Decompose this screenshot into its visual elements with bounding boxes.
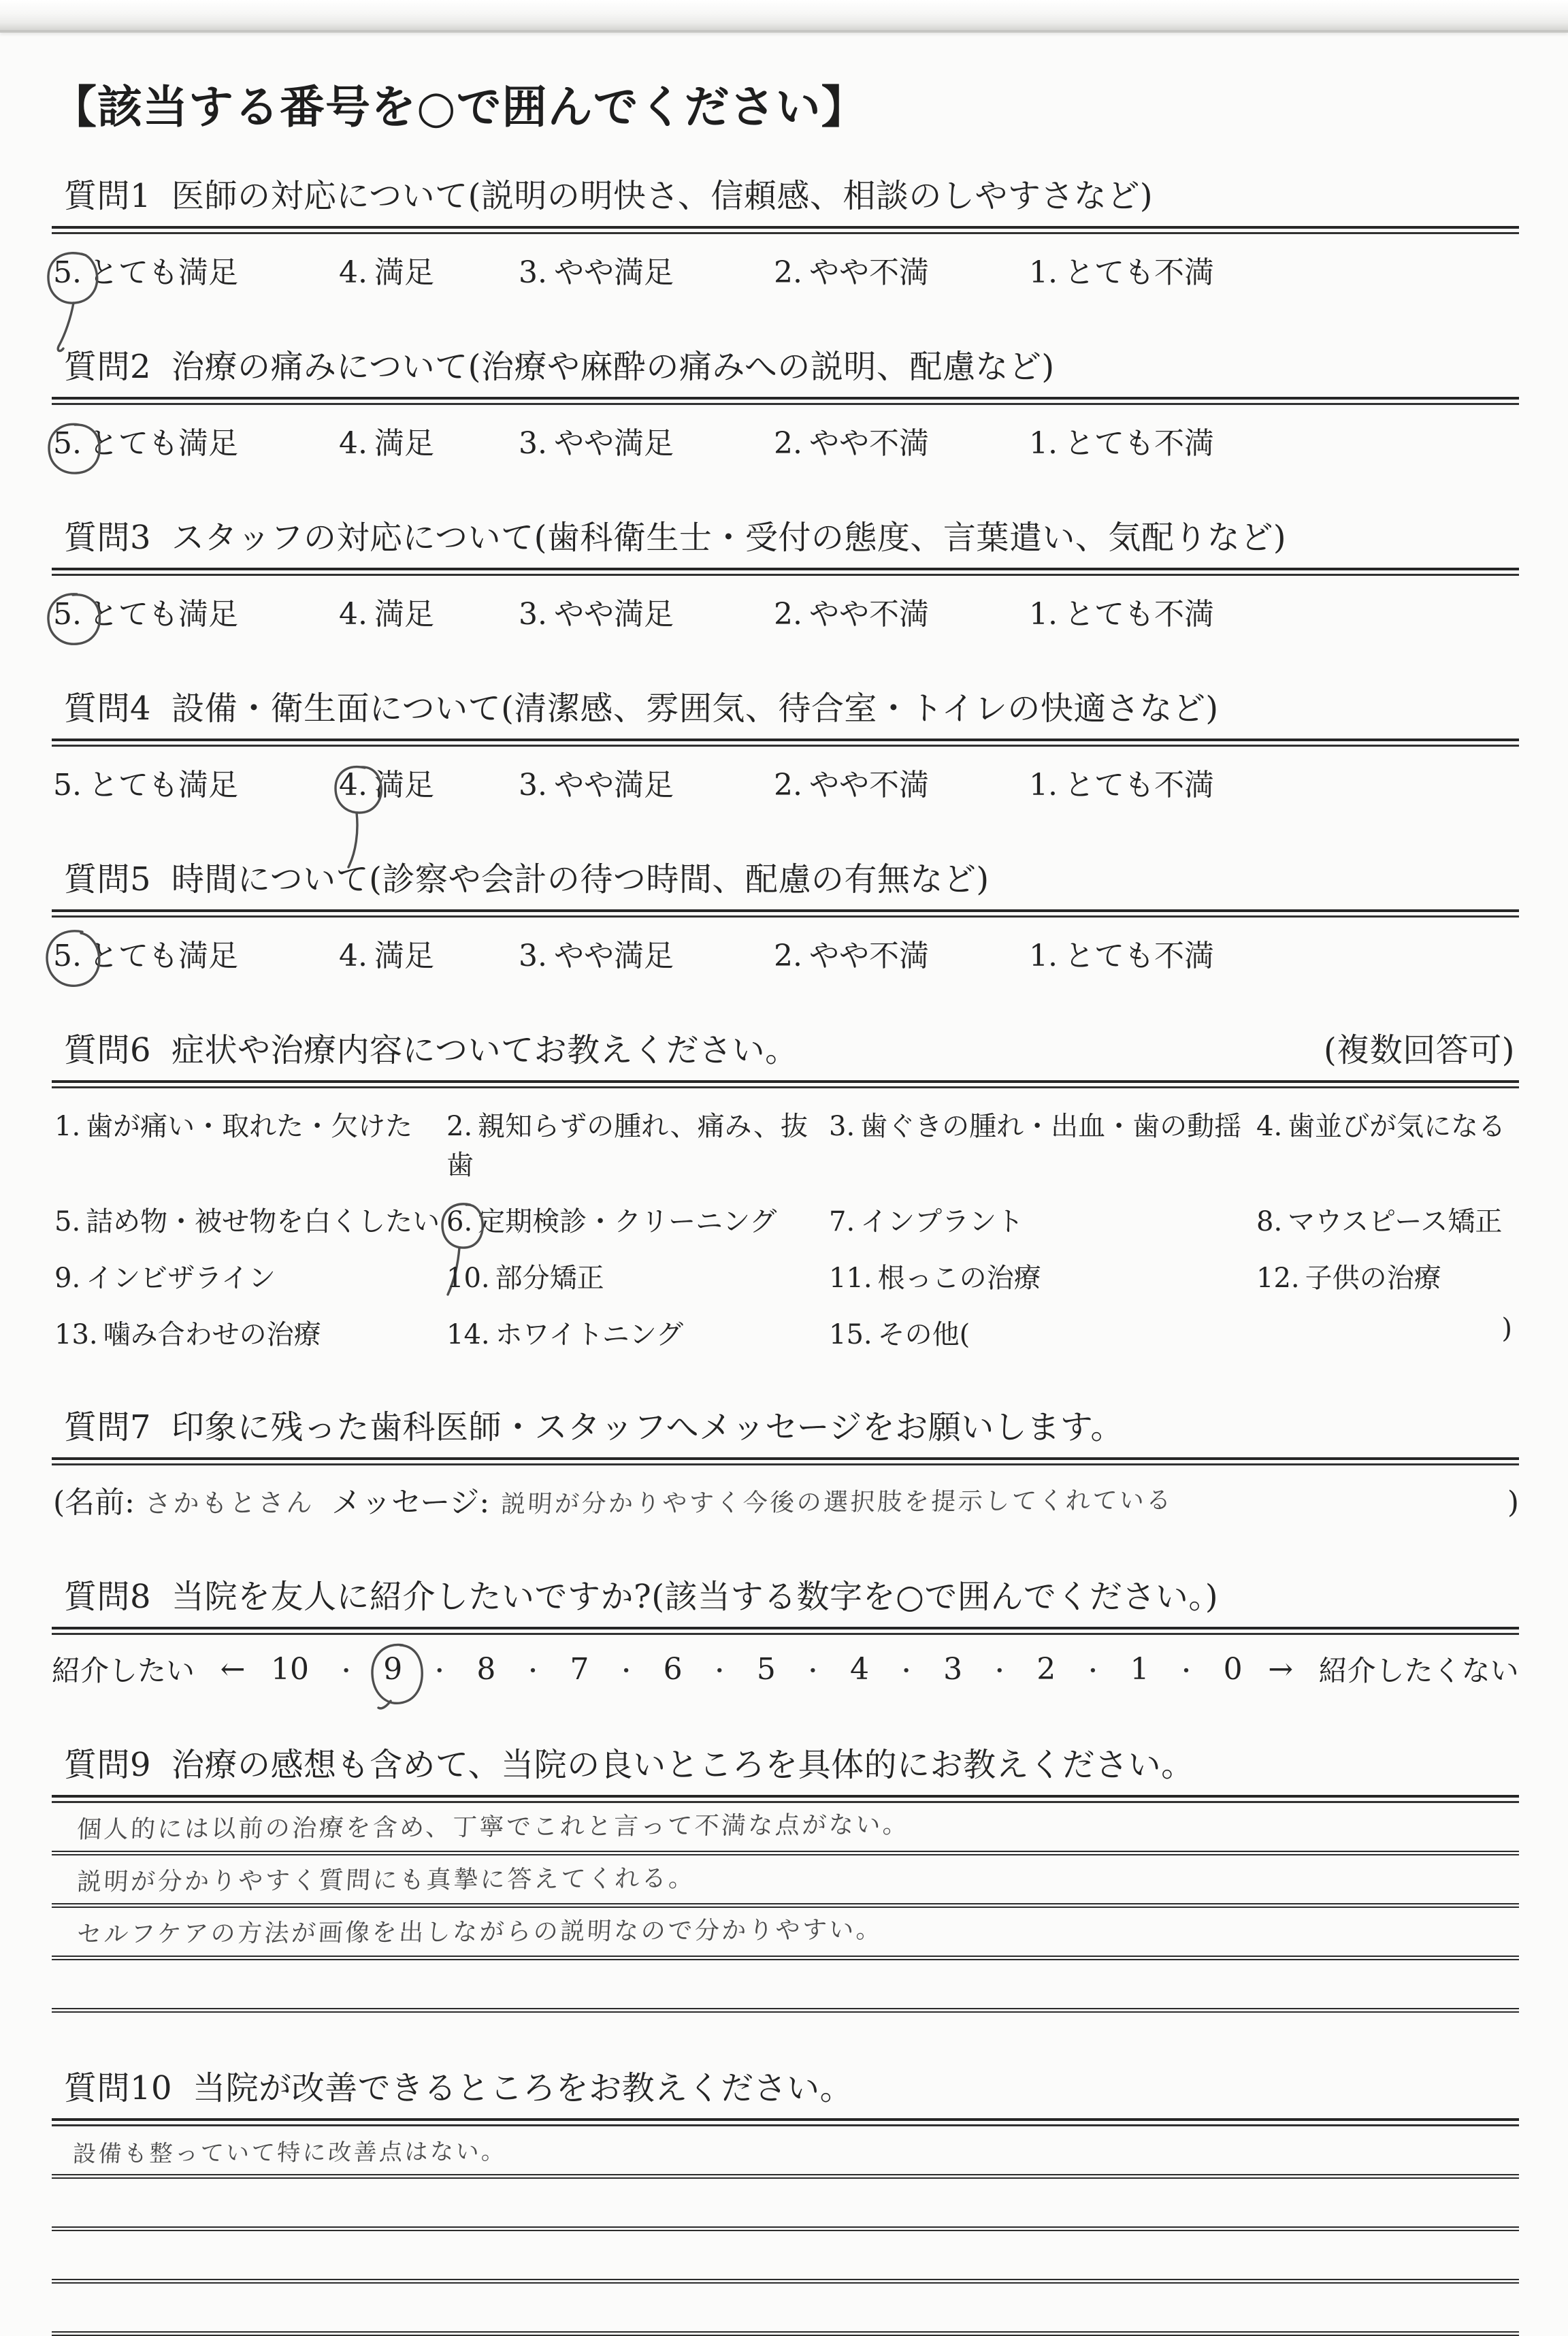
- question-text: 当院が改善できるところをお教えください。: [193, 2069, 853, 2107]
- question-10: [52, 2062, 1519, 2336]
- question-6-heading: [52, 1024, 1519, 1071]
- question-1: [52, 169, 1519, 291]
- handwritten-answer: 説明が分かりやすく質問にも真摯に答えてくれる。: [76, 1864, 696, 1896]
- rating-option-2[interactable]: [774, 589, 1029, 633]
- nps-number-2[interactable]: 2: [1036, 1651, 1056, 1687]
- question-3-heading: [52, 511, 1519, 558]
- nps-number-3[interactable]: 3: [943, 1651, 963, 1687]
- option-number: 2.: [774, 768, 802, 802]
- option-number: 1.: [1029, 426, 1058, 461]
- option-label: とても不満: [1064, 597, 1214, 632]
- option-number: 5.: [53, 255, 82, 290]
- option-number: 2.: [774, 597, 802, 632]
- question-5: [52, 853, 1519, 975]
- dot-separator: ・: [334, 1657, 358, 1685]
- rating-option-4[interactable]: [339, 760, 519, 804]
- rating-option-1[interactable]: [1029, 931, 1214, 975]
- option-label: やや不満: [808, 597, 929, 632]
- nps-number-6[interactable]: 6: [663, 1651, 683, 1687]
- scan-edge-band: [0, 0, 1568, 33]
- answer-line[interactable]: [52, 2231, 1519, 2284]
- dot-separator: ・: [615, 1657, 638, 1685]
- option-label: 満足: [374, 597, 434, 632]
- option-number: 3.: [519, 768, 547, 802]
- option-number: 3.: [519, 426, 547, 461]
- symptom-item-9[interactable]: 9. インビザライン: [54, 1263, 276, 1294]
- option-label: 満足: [374, 939, 434, 973]
- option-label: やや満足: [553, 768, 674, 802]
- rating-option-5[interactable]: [53, 248, 339, 291]
- heading-rule: [52, 226, 1519, 234]
- option-label: とても不満: [1064, 768, 1214, 802]
- message-label: メッセージ:: [331, 1485, 490, 1520]
- answer-line[interactable]: [52, 2179, 1519, 2231]
- question-text: 設備・衛生面について(清潔感、雰囲気、待合室・トイレの快適さなど): [172, 690, 1219, 728]
- question-text: 治療の痛みについて(治療や麻酔の痛みへの説明、配慮など): [172, 348, 1055, 386]
- question-text: 印象に残った歯科医師・スタッフへメッセージをお願いします。: [172, 1408, 1124, 1446]
- heading-rule: [52, 1795, 1519, 1803]
- rating-option-5[interactable]: [53, 760, 339, 804]
- question-label: 質問10: [64, 2069, 173, 2107]
- option-label: とても満足: [88, 426, 238, 461]
- answer-line[interactable]: [52, 1855, 1519, 1908]
- page-title: 【該当する番号を○で囲んでください】: [52, 80, 867, 133]
- option-number: 2.: [774, 426, 802, 461]
- question-text: スタッフの対応について(歯科衛生士・受付の態度、言葉遣い、気配りなど): [172, 519, 1287, 557]
- dot-separator: ・: [894, 1657, 918, 1685]
- question-text: 治療の感想も含めて、当院の良いところを具体的にお教えください。: [172, 1746, 1194, 1784]
- heading-rule: [52, 397, 1519, 405]
- nps-number-9[interactable]: 9: [383, 1652, 402, 1687]
- option-label: とても満足: [88, 597, 238, 632]
- answer-line[interactable]: [52, 1803, 1519, 1855]
- symptom-item-8[interactable]: 8. マウスピース矯正: [1256, 1206, 1503, 1237]
- option-label: とても不満: [1064, 255, 1214, 290]
- heading-rule: [52, 739, 1519, 747]
- rating-option-2[interactable]: [774, 248, 1029, 291]
- symptom-item-12[interactable]: 12. 子供の治療: [1256, 1263, 1441, 1294]
- heading-rule: [52, 1457, 1519, 1465]
- dot-separator: ・: [427, 1657, 451, 1685]
- option-number: 1.: [1029, 255, 1058, 290]
- rating-option-4[interactable]: [339, 248, 519, 291]
- dot-separator: ・: [708, 1657, 732, 1685]
- rating-option-2[interactable]: [774, 931, 1029, 975]
- symptom-item-2[interactable]: 2. 親知らずの腫れ、痛み、抜歯: [446, 1111, 808, 1181]
- option-label: やや満足: [553, 426, 674, 461]
- question-2-heading: [52, 340, 1519, 387]
- question-label: 質問9: [64, 1746, 152, 1784]
- option-number: 4.: [339, 939, 368, 973]
- symptom-items-grid: [52, 1105, 1519, 1352]
- nps-number-5[interactable]: 5: [756, 1651, 776, 1687]
- symptom-item-3[interactable]: 3. 歯ぐきの腫れ・出血・歯の動揺: [829, 1111, 1242, 1142]
- option-label: やや満足: [553, 939, 674, 973]
- option-label: とても満足: [88, 768, 238, 802]
- question-3: [52, 511, 1519, 633]
- question-text: 時間について(診察や会計の待つ時間、配慮の有無など): [172, 860, 990, 898]
- question-5-heading: [52, 853, 1519, 900]
- question-7: [52, 1401, 1519, 1521]
- answer-line[interactable]: [52, 2284, 1519, 2336]
- symptom-item-15[interactable]: 15. その他(: [829, 1319, 970, 1350]
- question-text: 医師の対応について(説明の明快さ、信頼感、相談のしやすさなど): [172, 177, 1154, 215]
- other-close-paren: ): [1501, 1313, 1512, 1344]
- option-label: とても満足: [88, 939, 238, 973]
- heading-rule: [52, 909, 1519, 918]
- symptom-item-7[interactable]: 7. インプラント: [829, 1206, 1024, 1237]
- question-label: 質問8: [64, 1578, 152, 1616]
- rating-option-1[interactable]: [1029, 589, 1214, 633]
- heading-rule: [52, 568, 1519, 576]
- option-number: 2.: [774, 939, 802, 973]
- question-8-heading: [52, 1570, 1519, 1617]
- nps-number-0[interactable]: 0: [1223, 1651, 1243, 1687]
- question-6: [52, 1024, 1519, 1352]
- option-label: やや不満: [808, 768, 929, 802]
- name-label: (名前:: [53, 1485, 135, 1520]
- rating-option-3[interactable]: [519, 589, 774, 633]
- rating-options-q1: [52, 248, 1519, 291]
- nps-number-8[interactable]: 8: [476, 1651, 496, 1687]
- dot-separator: ・: [987, 1657, 1011, 1685]
- symptom-item-11[interactable]: 11. 根っこの治療: [829, 1263, 1041, 1294]
- nps-number-4[interactable]: 4: [849, 1651, 869, 1687]
- option-number: 5.: [53, 426, 82, 461]
- option-label: 満足: [374, 426, 434, 461]
- rating-option-1[interactable]: [1029, 419, 1214, 462]
- question-7-heading: [52, 1401, 1519, 1448]
- nps-right-label: 紹介したくない: [1318, 1654, 1519, 1687]
- option-number: 5.: [53, 597, 82, 632]
- rating-option-3[interactable]: [519, 931, 774, 975]
- question-10-heading: [52, 2062, 1519, 2109]
- nps-number-10[interactable]: 10: [271, 1651, 310, 1687]
- option-label: とても不満: [1064, 426, 1214, 461]
- option-label: やや満足: [553, 597, 674, 632]
- option-label: とても満足: [88, 255, 238, 290]
- option-number: 2.: [774, 255, 802, 290]
- symptom-item-6[interactable]: 6. 定期検診・クリーニング: [446, 1200, 829, 1239]
- rating-option-4[interactable]: [339, 419, 519, 462]
- rating-option-1[interactable]: [1029, 760, 1214, 804]
- option-number: 1.: [1029, 768, 1058, 802]
- option-number: 4.: [339, 768, 368, 802]
- option-label: とても不満: [1064, 939, 1214, 973]
- option-label: 満足: [374, 255, 434, 290]
- rating-option-3[interactable]: [519, 419, 774, 462]
- option-number: 3.: [519, 255, 547, 290]
- symptom-item-4[interactable]: 4. 歯並びが気になる: [1256, 1111, 1506, 1142]
- option-label: やや不満: [808, 426, 929, 461]
- option-label: やや不満: [808, 255, 929, 290]
- question-text: 症状や治療内容についてお教えください。: [172, 1031, 798, 1069]
- nps-left-label: 紹介したい: [52, 1654, 195, 1687]
- dot-separator: ・: [801, 1657, 825, 1685]
- option-number: 3.: [519, 939, 547, 973]
- left-arrow-icon: ←: [220, 1651, 246, 1687]
- dot-separator: ・: [521, 1657, 544, 1685]
- rating-option-3[interactable]: [519, 248, 774, 291]
- heading-rule: [52, 2118, 1519, 2126]
- question-label: 質問5: [64, 860, 152, 898]
- answer-line[interactable]: [52, 1908, 1519, 1960]
- question-label: 質問1: [64, 177, 152, 215]
- option-number: 1.: [1029, 597, 1058, 632]
- handwritten-message: 説明が分かりやすく今後の選択肢を提示してくれている: [500, 1486, 1175, 1519]
- handwritten-answer: セルフケアの方法が画像を出しながらの説明なので分かりやすい。: [76, 1915, 884, 1949]
- question-9: [52, 1738, 1519, 2013]
- rating-options-q4: [52, 760, 1519, 804]
- nps-scale-row: [52, 1649, 1519, 1689]
- option-label: やや満足: [553, 255, 674, 290]
- question-label: 質問2: [64, 348, 152, 386]
- question-label: 質問4: [64, 690, 152, 728]
- nps-number-1[interactable]: 1: [1130, 1651, 1149, 1687]
- rating-option-5[interactable]: [53, 931, 339, 975]
- option-number: 5.: [53, 939, 82, 973]
- rating-options-q3: [52, 589, 1519, 633]
- rating-option-4[interactable]: [339, 931, 519, 975]
- question-text: 当院を友人に紹介したいですか?(該当する数字を○で囲んでください。): [172, 1578, 1219, 1616]
- message-answer-row[interactable]: [52, 1478, 1519, 1521]
- option-number: 4.: [339, 597, 368, 632]
- rating-option-5[interactable]: [53, 589, 339, 633]
- dot-separator: ・: [1081, 1657, 1105, 1685]
- handwritten-answer: 個人的には以前の治療を含め、丁寧でこれと言って不満な点がない。: [76, 1811, 911, 1844]
- option-number: 4.: [339, 426, 368, 461]
- symptom-item-13[interactable]: 13. 噛み合わせの治療: [54, 1319, 321, 1350]
- rating-option-5[interactable]: [53, 419, 339, 462]
- rating-options-q2: [52, 419, 1519, 462]
- option-number: 5.: [53, 768, 82, 802]
- closing-paren: ): [1507, 1485, 1519, 1520]
- symptom-item-14[interactable]: 14. ホワイトニング: [446, 1319, 684, 1350]
- heading-rule: [52, 1627, 1519, 1635]
- option-label: 満足: [374, 768, 434, 802]
- right-arrow-icon: →: [1268, 1651, 1294, 1687]
- option-number: 3.: [519, 597, 547, 632]
- question-8: [52, 1570, 1519, 1689]
- question-4: [52, 682, 1519, 804]
- rating-option-3[interactable]: [519, 760, 774, 804]
- answer-lines-q10: [52, 2126, 1519, 2336]
- dot-separator: ・: [1175, 1657, 1198, 1685]
- question-4-heading: [52, 682, 1519, 729]
- handwritten-answer: 設備も整っていて特に改善点はない。: [72, 2138, 508, 2168]
- question-2: [52, 340, 1519, 462]
- symptom-item-10[interactable]: 10. 部分矯正: [446, 1263, 604, 1294]
- symptom-item-1[interactable]: 1. 歯が痛い・取れた・欠けた: [54, 1111, 413, 1142]
- option-number: 4.: [339, 255, 368, 290]
- question-9-heading: [52, 1738, 1519, 1785]
- symptom-item-5[interactable]: 5. 詰め物・被せ物を白くしたい: [54, 1206, 440, 1237]
- question-label: 質問3: [64, 519, 152, 557]
- rating-option-4[interactable]: [339, 589, 519, 633]
- answer-lines-q9: [52, 1803, 1519, 2013]
- multi-answer-note: (複数回答可): [1324, 1031, 1515, 1069]
- question-1-heading: [52, 169, 1519, 216]
- answer-line[interactable]: [52, 2126, 1519, 2179]
- rating-option-1[interactable]: [1029, 248, 1214, 291]
- rating-options-q5: [52, 931, 1519, 975]
- option-number: 1.: [1029, 939, 1058, 973]
- question-label: 質問6: [64, 1031, 152, 1069]
- heading-rule: [52, 1080, 1519, 1088]
- question-label: 質問7: [64, 1408, 152, 1446]
- option-label: やや不満: [808, 939, 929, 973]
- nps-number-7[interactable]: 7: [570, 1651, 589, 1687]
- rating-option-2[interactable]: [774, 760, 1029, 804]
- handwritten-name: さかもとさん: [144, 1487, 316, 1519]
- answer-line[interactable]: [52, 1960, 1519, 2013]
- survey-page: [0, 71, 1568, 2336]
- rating-option-2[interactable]: [774, 419, 1029, 462]
